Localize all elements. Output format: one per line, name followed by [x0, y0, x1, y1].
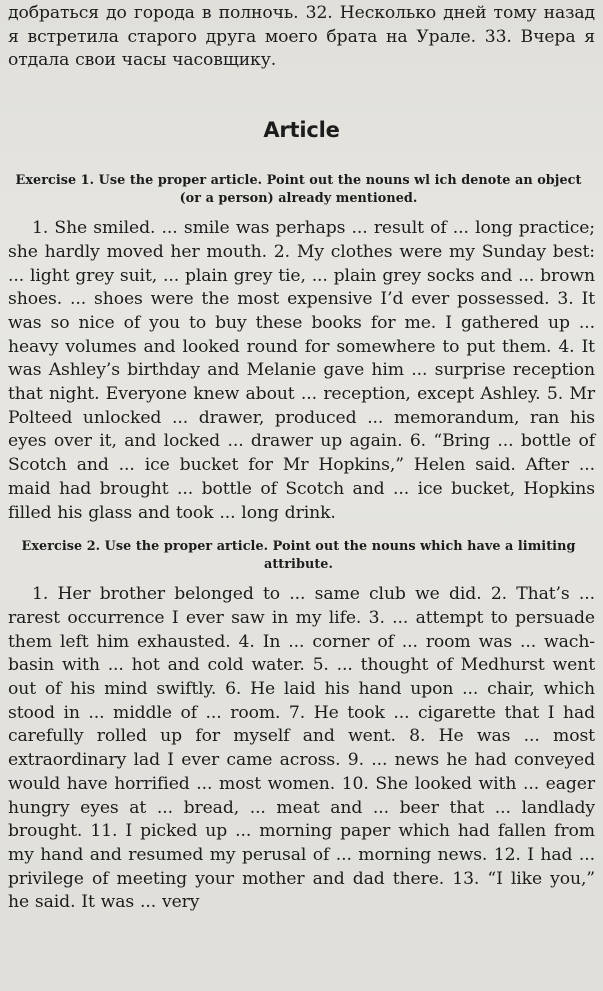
exercise-1-heading: Exercise 1. Use the proper article. Point out the nouns wl ich denote an object (or a person) already mentioned.	[15, 173, 582, 206]
exercise-1	[8, 172, 595, 525]
section-title: Article	[263, 118, 340, 143]
exercise-2-heading: Exercise 2. Use the proper article. Point out the nouns which have a limiting attribute.	[21, 539, 576, 572]
top-paragraph: добраться до города в полночь. 32. Несколько дней тому назад я встретила старого друга моего брата на Урале. 33. Вчера я отдала свои часы часовщику.	[8, 3, 595, 71]
exercise-2	[8, 538, 595, 915]
exercise-1-body: 1. She smiled. ... smile was perhaps ... result of ... long practice; she hardly moved her mouth. 2. My clothes were my Sunday best: ... light grey suit, ... plain grey tie, ... plain grey socks and ... brown shoes. ... shoes were the most expensive I’d ever possessed. 3. It was so nice of you to buy these books for me. I gathered up ... heavy volumes and looked round for somewhere to put them. 4. It was Ashley’s birthday and Melanie gave him ... surprise reception that night. Everyone knew about ... reception, except Ashley. 5. Mr Polteed unlocked ... drawer, produced ... memorandum, ran his eyes over it, and locked ... drawer up again. 6. “Bring ... bottle of Scotch and ... ice bucket for Mr Hopkins,” Helen said. After ... maid had brought ... bottle of Scotch and ... ice bucket, Hopkins filled his glass and took ... long drink.	[8, 218, 595, 523]
exercise-2-body: 1. Her brother belonged to ... same club we did. 2. That’s ... rarest occurrence I ever saw in my life. 3. ... attempt to persuade them left him exhausted. 4. In ... corner of ... room was ... wach-basin with ... hot and cold water. 5. ... thought of Medhurst went out of his mind swiftly. 6. He laid his hand upon ... chair, which stood in ... middle of ... room. 7. He took ... cigarette that I had carefully rolled up for myself and went. 8. He was ... most extraordinary lad I ever came across. 9. ... news he had conveyed would have horrified ... most women. 10. She looked with ... eager hungry eyes at ... bread, ... meat and ... beer that ... landlady brought. 11. I picked up ... morning paper which had fallen from my hand and resumed my perusal of ... morning news. 12. I had ... privilege of meeting your mother and dad there. 13. “I like you,” he said. It was ... very	[8, 584, 595, 913]
